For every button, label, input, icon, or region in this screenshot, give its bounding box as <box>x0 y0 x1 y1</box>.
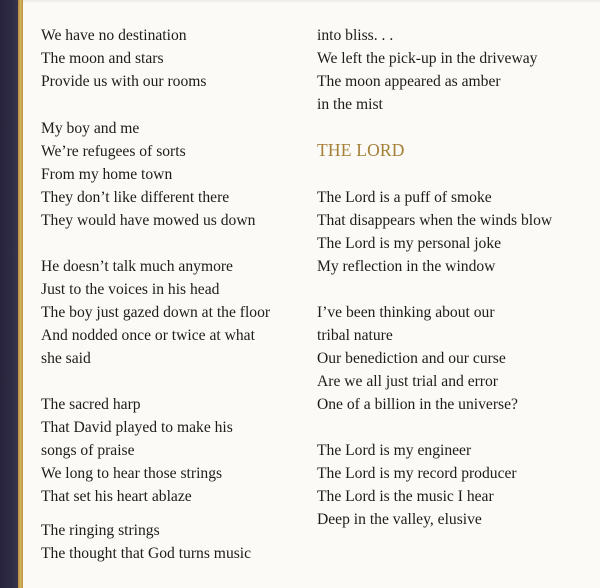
lyric-line: My reflection in the window <box>317 258 496 275</box>
lyric-line: The moon appeared as amber <box>317 73 501 90</box>
lyric-line: And nodded once or twice at what <box>41 327 255 344</box>
lyric-line: Deep in the valley, elusive <box>317 511 482 528</box>
lyric-line: she said <box>41 350 91 367</box>
lyric-line: We have no destination <box>41 27 187 44</box>
left-stanza <box>41 24 206 93</box>
lyric-line: From my home town <box>41 166 173 183</box>
lyric-line: tribal nature <box>317 327 393 344</box>
lyric-line: The sacred harp <box>41 396 141 413</box>
lyric-line: I’ve been thinking about our <box>317 304 495 321</box>
right-stanza <box>317 301 518 416</box>
lyric-line: That David played to make his <box>41 419 233 436</box>
lyric-line: That disappears when the winds blow <box>317 212 553 229</box>
right-stanza-continued <box>317 24 537 116</box>
left-stanza <box>41 393 233 508</box>
lyric-line: into bliss. . . <box>317 27 394 44</box>
lyric-line: The moon and stars <box>41 50 164 67</box>
lyric-line: They would have mowed us down <box>41 212 256 229</box>
lyric-line: The Lord is my personal joke <box>317 235 502 252</box>
booklet-spine-edge <box>0 0 18 588</box>
lyric-line: My boy and me <box>41 120 140 137</box>
lyric-line: The Lord is the music I hear <box>317 488 494 505</box>
song-title-heading: THE LORD <box>317 140 405 160</box>
page-top-shadow <box>23 0 600 3</box>
lyric-line: We’re refugees of sorts <box>41 143 186 160</box>
lyric-line: The Lord is my record producer <box>317 465 517 482</box>
lyric-line: Provide us with our rooms <box>41 73 207 90</box>
lyric-line: The Lord is my engineer <box>317 442 472 459</box>
lyric-line: We left the pick-up in the driveway <box>317 50 538 67</box>
left-stanza <box>41 117 255 232</box>
lyric-line: One of a billion in the universe? <box>317 396 518 413</box>
lyric-line: That set his heart ablaze <box>41 488 192 505</box>
left-stanza <box>41 255 270 370</box>
lyric-line: songs of praise <box>41 442 135 459</box>
lyric-line: The boy just gazed down at the floor <box>41 304 271 321</box>
left-stanza <box>41 519 251 565</box>
lyric-line: The ringing strings <box>41 522 160 539</box>
gold-border-stripe <box>18 0 23 588</box>
lyric-line: Just to the voices in his head <box>41 281 220 298</box>
lyric-line: He doesn’t talk much anymore <box>41 258 233 275</box>
lyric-line: They don’t like different there <box>41 189 230 206</box>
lyric-line: Our benediction and our curse <box>317 350 506 367</box>
lyric-line: The Lord is a puff of smoke <box>317 189 492 206</box>
lyric-line: We long to hear those strings <box>41 465 223 482</box>
right-stanza <box>317 186 552 278</box>
lyric-line: The thought that God turns music <box>41 545 252 562</box>
right-stanza <box>317 439 517 531</box>
lyric-line: in the mist <box>317 96 383 113</box>
lyric-line: Are we all just trial and error <box>317 373 498 390</box>
